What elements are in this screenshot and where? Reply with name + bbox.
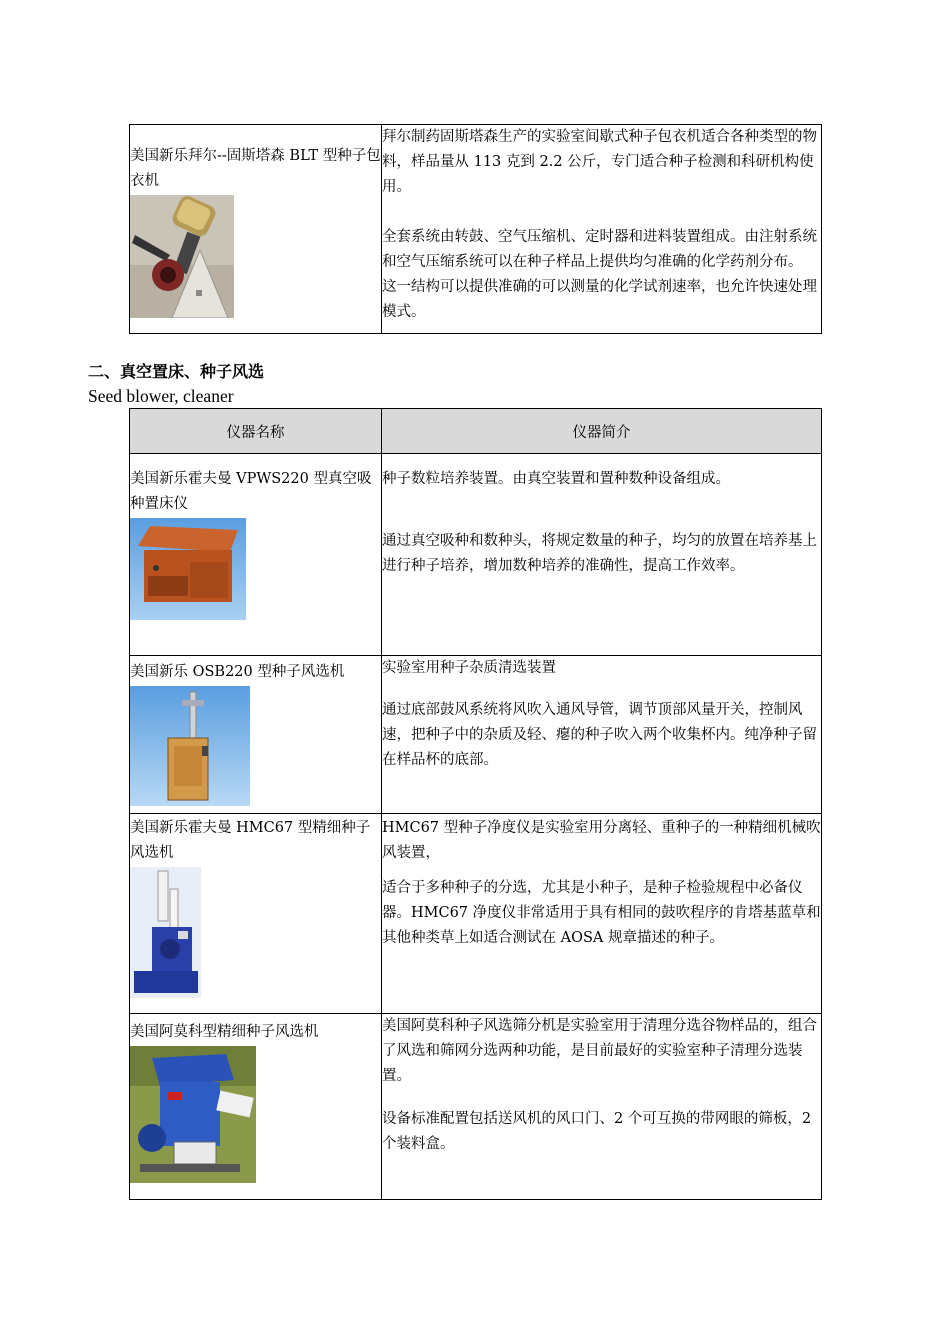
instrument-name: 美国阿莫科型精细种子风选机 xyxy=(130,1024,319,1040)
instrument-desc-cell xyxy=(382,656,822,814)
instrument-desc-cell xyxy=(382,125,822,334)
desc-paragraph: 美国阿莫科种子风选筛分机是实验室用于清理分选谷物样品的，组合了风选和筛网分选两种功能，是目前最好的实验室种子清理分选装置。 xyxy=(382,1018,817,1084)
desc-paragraph: 通过真空吸种和数种头，将规定数量的种子，均匀的放置在培养基上进行种子培养，增加数种培养的准确性，提高工作效率。 xyxy=(382,533,817,574)
seed-coater-photo xyxy=(130,195,234,318)
table-row xyxy=(130,1014,822,1200)
instrument-name-cell xyxy=(130,656,382,814)
desc-paragraph: 适合于多种种子的分选，尤其是小种子，是种子检验规程中必备仪器。HMC67 净度仪非常适用于具有相同的鼓吹程序的肯塔基蓝草和其他种类草上如适合测试在 AOSA 规章描述的种子。 xyxy=(382,880,821,946)
desc-paragraph: 通过底部鼓风系统将风吹入通风导管，调节顶部风量开关，控制风速，把种子中的杂质及轻、瘪的种子吹入两个收集杯内。纯净种子留在样品杯的底部。 xyxy=(382,702,817,768)
desc-paragraph: HMC67 型种子净度仪是实验室用分离轻、重种子的一种精细机械吹风装置， xyxy=(382,820,821,861)
desc-paragraph: 设备标准配置包括送风机的风口门、2 个可互换的带网眼的筛板，2 个装料盒。 xyxy=(382,1111,812,1152)
amoco-seed-cleaner-photo xyxy=(130,1046,256,1183)
table-row xyxy=(130,656,822,814)
vacuum-seed-counter-photo xyxy=(130,518,246,620)
fine-seed-blower-photo xyxy=(130,867,201,998)
desc-paragraph: 全套系统由转鼓、空气压缩机、定时器和进料装置组成。由注射系统和空气压缩系统可以在种子样品上提供均匀准确的化学药剂分布。 这一结构可以提供准确的可以测量的化学试剂速率，也允许快速处理模式。 xyxy=(382,229,817,320)
instrument-name: 美国新乐拜尔--固斯塔森 BLT 型种子包衣机 xyxy=(130,148,381,189)
instrument-desc-cell xyxy=(382,454,822,656)
header-instrument-name: 仪器名称 xyxy=(130,409,382,454)
header-instrument-intro: 仪器简介 xyxy=(382,409,822,454)
instrument-name: 美国新乐霍夫曼 VPWS220 型真空吸种置床仪 xyxy=(130,471,372,512)
top-instrument-table xyxy=(129,124,822,334)
table-header-row xyxy=(130,409,822,454)
instrument-name-cell xyxy=(130,1014,382,1200)
instrument-name: 美国新乐霍夫曼 HMC67 型精细种子风选机 xyxy=(130,820,371,861)
desc-paragraph: 种子数粒培养装置。由真空装置和置种数种设备组成。 xyxy=(382,471,730,487)
table-row xyxy=(130,814,822,1014)
desc-paragraph: 拜尔制药固斯塔森生产的实验室间歇式种子包衣机适合各种类型的物料，样品量从 113 克到 2.2 公斤，专门适合种子检测和科研机构使用。 xyxy=(382,129,817,195)
table-row xyxy=(130,125,822,334)
instrument-name: 美国新乐 OSB220 型种子风选机 xyxy=(130,664,345,680)
instrument-table xyxy=(129,408,822,1200)
instrument-desc-cell xyxy=(382,1014,822,1200)
section-subtitle: Seed blower, cleaner xyxy=(88,386,234,406)
desc-paragraph: 实验室用种子杂质清选装置 xyxy=(382,660,556,676)
seed-blower-photo xyxy=(130,686,250,806)
table-row xyxy=(130,454,822,656)
section-title: 二、真空置床、种子风选 xyxy=(88,362,265,381)
instrument-name-cell xyxy=(130,454,382,656)
instrument-name-cell xyxy=(130,125,382,334)
instrument-name-cell xyxy=(130,814,382,1014)
instrument-desc-cell xyxy=(382,814,822,1014)
